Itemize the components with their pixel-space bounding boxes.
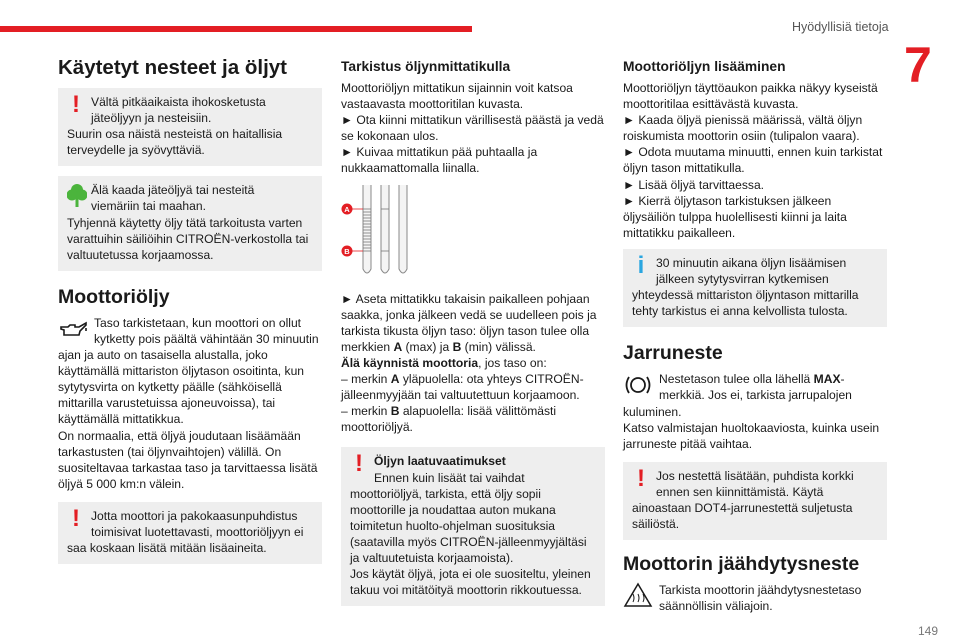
- environment-text-line-2: viemäriin tai maahan.: [91, 199, 206, 214]
- dipstick-p5: [341, 355, 605, 371]
- dipstick-p4-b: B: [452, 339, 462, 354]
- brake-line-1-post: -: [840, 372, 845, 387]
- exclamation-warning-icon: !: [72, 504, 80, 532]
- adding-oil-p5: ► Kierrä öljytason tarkistuksen jälkeen öljysäiliön tulppa huolellisesti kiinni ja laita mittatikku paikalleen.: [623, 193, 847, 240]
- brake-line-1-pre: Nestetason tulee olla lähellä: [659, 372, 814, 387]
- chapter-number: 7: [904, 37, 932, 93]
- brake-fluid-intro: [623, 371, 887, 451]
- column-3: [623, 56, 887, 614]
- coolant-line-1: Tarkista moottorin jäähdytysnestetaso: [659, 583, 862, 598]
- engine-oil-line-1: Taso tarkistetaan, kun moottori on ollut: [94, 315, 302, 330]
- marker-a-label: A: [344, 204, 350, 214]
- engine-oil-note: On normaalia, että öljyä joudutaan lisäämään tarkastusten (tai öljynvaihtojen) välillä. On suositeltavaa tarkastaa taso ja tarvittaessa lisätä öljyä 5 000 km:n välein.: [58, 428, 318, 491]
- info-rest: yhteydessä mittariston öljyntason mittarilla tehty tarkistus ei anna kelvollista tulosta.: [632, 288, 859, 319]
- engine-oil-heading: Moottoriöljy: [58, 285, 170, 308]
- additives-line-1: Jotta moottori ja pakokaasunpuhdistus: [91, 508, 298, 523]
- engine-oil-rest: ajan ja auto on tasaisella alustalla, joko käyttämällä mittariston öljytason osoitinta, kun sytytysvirta on kytketty päälle (sähköisellä mittarilla varustetuissa ajoneuvoissa), tai käyttämällä mittatikkua.: [58, 348, 305, 427]
- dipstick-drawing: [341, 183, 421, 283]
- adding-oil-p1: Moottoriöljyn täyttöaukon paikka näkyy kyseistä moottoritilaa esittävästä kuvasta.: [623, 81, 878, 112]
- brake-rest: kuluminen.: [623, 404, 682, 419]
- brake-line-1: [623, 371, 887, 387]
- coolant-intro: [623, 582, 887, 614]
- dipstick-p4: [341, 291, 605, 355]
- dipstick-p4-end: (min) välissä.: [461, 339, 536, 354]
- engine-oil-line-2: kytketty pois päältä vähintään 30 minuutin: [94, 331, 319, 346]
- brake-rest-2: Katso valmistajan huoltokaaviosta, kuinka usein jarruneste pitää vaihtaa.: [623, 420, 880, 451]
- coolant-heading: Moottorin jäähdytysneste: [623, 553, 860, 576]
- warning-box-oil-quality: [341, 447, 605, 606]
- page-number: 149: [917, 624, 938, 638]
- dipstick-p7-pre: – merkin: [341, 404, 391, 419]
- dipstick-p7-rest: alapuolella: lisää välittömästi moottoriöljyä.: [341, 404, 557, 435]
- warning-text-line-2: jäteöljyyn ja nesteisiin.: [91, 111, 212, 126]
- brake-fluid-heading: Jarruneste: [623, 342, 723, 365]
- column-1: [58, 56, 322, 564]
- info-line-1: 30 minuutin aikana öljyn lisäämisen: [656, 255, 847, 270]
- dipstick-p4-text: ► Aseta mittatikku takaisin paikalleen pohjaan saakka, jonka jälkeen vedä se uudelleen pois ja tarkista tikusta öljyn taso: öljyn tason tulee olla merkkien: [341, 291, 597, 354]
- brake-warn-line-1: Jos nestettä lisätään, puhdista korkki: [656, 468, 854, 483]
- brake-warn-rest: ainoastaan DOT4-jarrunestettä suljetusta säiliöstä.: [632, 500, 853, 532]
- adding-oil-heading: Moottoriöljyn lisääminen: [623, 59, 786, 74]
- info-line-2: jälkeen sytytysvirran kytkemisen: [656, 272, 829, 287]
- dipstick-p6-pre: – merkin: [341, 372, 391, 387]
- section-title: Hyödyllisiä tietoja: [792, 20, 889, 34]
- oil-quality-line-1: Ennen kuin lisäät tai vaihdat: [374, 470, 525, 485]
- adding-oil-p4: ► Lisää öljyä tarvittaessa.: [623, 177, 765, 192]
- environment-box: [58, 176, 322, 270]
- warning-text-line-1: Vältä pitkäaikaista ihokosketusta: [91, 95, 266, 109]
- dipstick-p4-a: A: [393, 339, 403, 354]
- exclamation-warning-icon: !: [355, 450, 363, 478]
- marker-b-label: B: [344, 246, 350, 256]
- brake-warning-icon: [623, 373, 653, 402]
- exclamation-warning-icon: !: [637, 464, 645, 492]
- environment-text-line-1: Älä kaada jäteöljyä tai nesteitä: [91, 183, 255, 198]
- dipstick-illustration: [341, 183, 605, 283]
- warning-box-additives: [58, 502, 322, 564]
- hot-liquid-warning-icon: [623, 582, 653, 613]
- oil-can-icon: [58, 321, 88, 344]
- dipstick-p7-b: B: [390, 404, 400, 419]
- exclamation-warning-icon: !: [72, 91, 80, 118]
- brake-warn-line-2: ennen sen kiinnittämistä. Käytä: [656, 484, 824, 499]
- adding-oil-p3: ► Odota muutama minuutti, ennen kuin tarkistat öljyn tason mittatikulla.: [623, 145, 883, 176]
- dipstick-p5-bold: Älä käynnistä moottoria: [341, 355, 479, 370]
- tree-environment-icon: [67, 183, 87, 214]
- fluids-heading: Käytetyt nesteet ja öljyt: [58, 56, 287, 79]
- oil-quality-rest: moottoriöljyä, tarkista, että öljy sopii moottorille ja noudattaa auton mukana toimitetun huolto-ohjelman suosituksia (saatavilla myös CITROËN-jälleenmyyjältäsi ja valtuutetuista korjaamoista).: [350, 486, 587, 565]
- warning-box-waste-oil: [58, 88, 322, 166]
- additives-line-2: toimisivat luotettavasti, moottoriöljyyn ei: [91, 524, 304, 539]
- engine-oil-intro: [58, 315, 322, 492]
- oil-quality-title-text: Öljyn laatuvaatimukset: [374, 454, 506, 469]
- dipstick-p6-rest: yläpuolella: ota yhteys CITROËN-jälleenmyyjään tai valtuutettuun korjaamoon.: [341, 372, 584, 403]
- adding-oil-p2: ► Kaada öljyä pienissä määrissä, vältä öljyn roiskumista moottorin osiin (tulipalon vaara).: [623, 113, 863, 144]
- info-icon: i: [637, 251, 645, 279]
- oil-quality-title: [350, 453, 597, 469]
- dipstick-p2: ► Ota kiinni mittatikun värillisestä päästä ja vedä se kokonaan ulos.: [341, 113, 604, 144]
- column-2: [341, 56, 605, 606]
- brake-line-2: merkkiä. Jos ei, tarkista jarrupalojen: [659, 388, 852, 403]
- info-box-oil-gauge: [623, 249, 887, 327]
- top-accent-bar: [0, 26, 472, 32]
- dipstick-p7: [341, 403, 605, 435]
- oil-quality-rest-2: Jos käytät öljyä, jota ei ole suositeltu, yleinen takuu voi mitätöityä moottorin rikkoutuessa.: [350, 567, 591, 598]
- coolant-line-2: säännöllisin väliajoin.: [659, 599, 773, 614]
- environment-text-rest: Tyhjennä käytetty öljy tätä tarkoitusta varten varattuihin säiliöihin CITROËN-verkostolla tai valtuutetussa korjaamossa.: [67, 215, 309, 262]
- additives-rest: saa koskaan lisätä mitään lisäaineita.: [67, 541, 267, 556]
- brake-line-1-max: MAX: [813, 372, 841, 387]
- warning-box-brake-cap: [623, 462, 887, 540]
- dipstick-p6-a: A: [390, 372, 400, 387]
- warning-text-rest: Suurin osa näistä nesteistä on haitallisia terveydelle ja syövyttäviä.: [67, 127, 283, 158]
- dipstick-p1: Moottoriöljyn mittatikun sijainnin voit katsoa vastaavasta moottoritilan kuvasta.: [341, 81, 573, 112]
- dipstick-p4-mid: (max) ja: [402, 339, 453, 354]
- dipstick-heading: Tarkistus öljynmittatikulla: [341, 59, 511, 74]
- dipstick-p3: ► Kuivaa mittatikun pää puhtaalla ja nukkaamattomalla liinalla.: [341, 145, 538, 176]
- dipstick-p5-rest: , jos taso on:: [478, 355, 547, 370]
- dipstick-p6: [341, 371, 605, 403]
